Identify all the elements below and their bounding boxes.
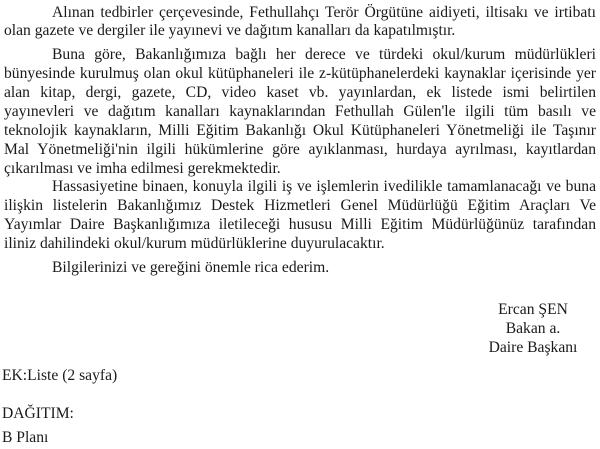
text-line: bünyesinde kurulmuş olan okul kütüphaneleri ile z-kütüphanelerdeki kaynaklar içerisinde yer <box>4 65 596 82</box>
distribution-label: DAĞITIM: <box>2 405 74 422</box>
text-line: Yayımlar Daire Başkanlığımıza iletileceği hususu Milli Eğitim Müdürlüğünüz tarafından <box>4 216 596 233</box>
signatory-title: Daire Başkanı <box>488 339 578 356</box>
text-line: yayınevleri ve dağıtım kanalları kaynaklarından Fethullah Gülen'le ilgili tüm basılı ve <box>4 103 596 120</box>
text-line: Hassasiyetine binaen, konuyla ilgili iş ve işlemlerin ivedilikle tamamlanacağı ve buna <box>52 178 596 195</box>
signatory-name: Ercan ŞEN <box>498 301 568 318</box>
text-line: teknolojik kaynakların, Milli Eğitim Bakanlığı Okul Kütüphaneleri Yönetmeliği ile Taşınır <box>4 122 596 139</box>
text-line: iliniz dahilindeki okul/kurum müdürlüklerine duyurulacaktır. <box>4 235 385 252</box>
attachment-note: EK:Liste (2 sayfa) <box>2 367 118 384</box>
signature-block <box>470 300 596 357</box>
text-line: ilişkin listelerin Bakanlığımız Destek Hizmetleri Genel Müdürlüğü Eğitim Araçları Ve <box>4 197 596 214</box>
text-line: olan gazete ve dergiler ile yayınevi ve dağıtım kanalları da kapatılmıştır. <box>4 22 456 39</box>
text-line: Buna göre, Bakanlığımıza bağlı her derece ve türdeki okul/kurum müdürlükleri <box>52 46 596 63</box>
distribution-value: B Planı <box>2 429 49 446</box>
signatory-line2: Bakan a. <box>505 320 561 337</box>
text-line: Bilgilerinizi ve gereğini önemle rica ederim. <box>52 259 330 276</box>
text-line: çıkarılması ve imha edilmesi gerekmektedir. <box>4 160 281 177</box>
text-line: Mal Yönetmeliği'nin ilgili hükümlerine göre ayıklanması, hurdaya ayrılması, kayıtlardan <box>4 141 596 158</box>
text-line: Alınan tedbirler çerçevesinde, Fethullahçı Terör Örgütüne aidiyeti, iltisakı ve irtibatı <box>52 4 596 21</box>
text-line: alan kitap, dergi, gazete, CD, video kaset vb. yayınlardan, ek listede ismi belirtilen <box>4 84 596 101</box>
